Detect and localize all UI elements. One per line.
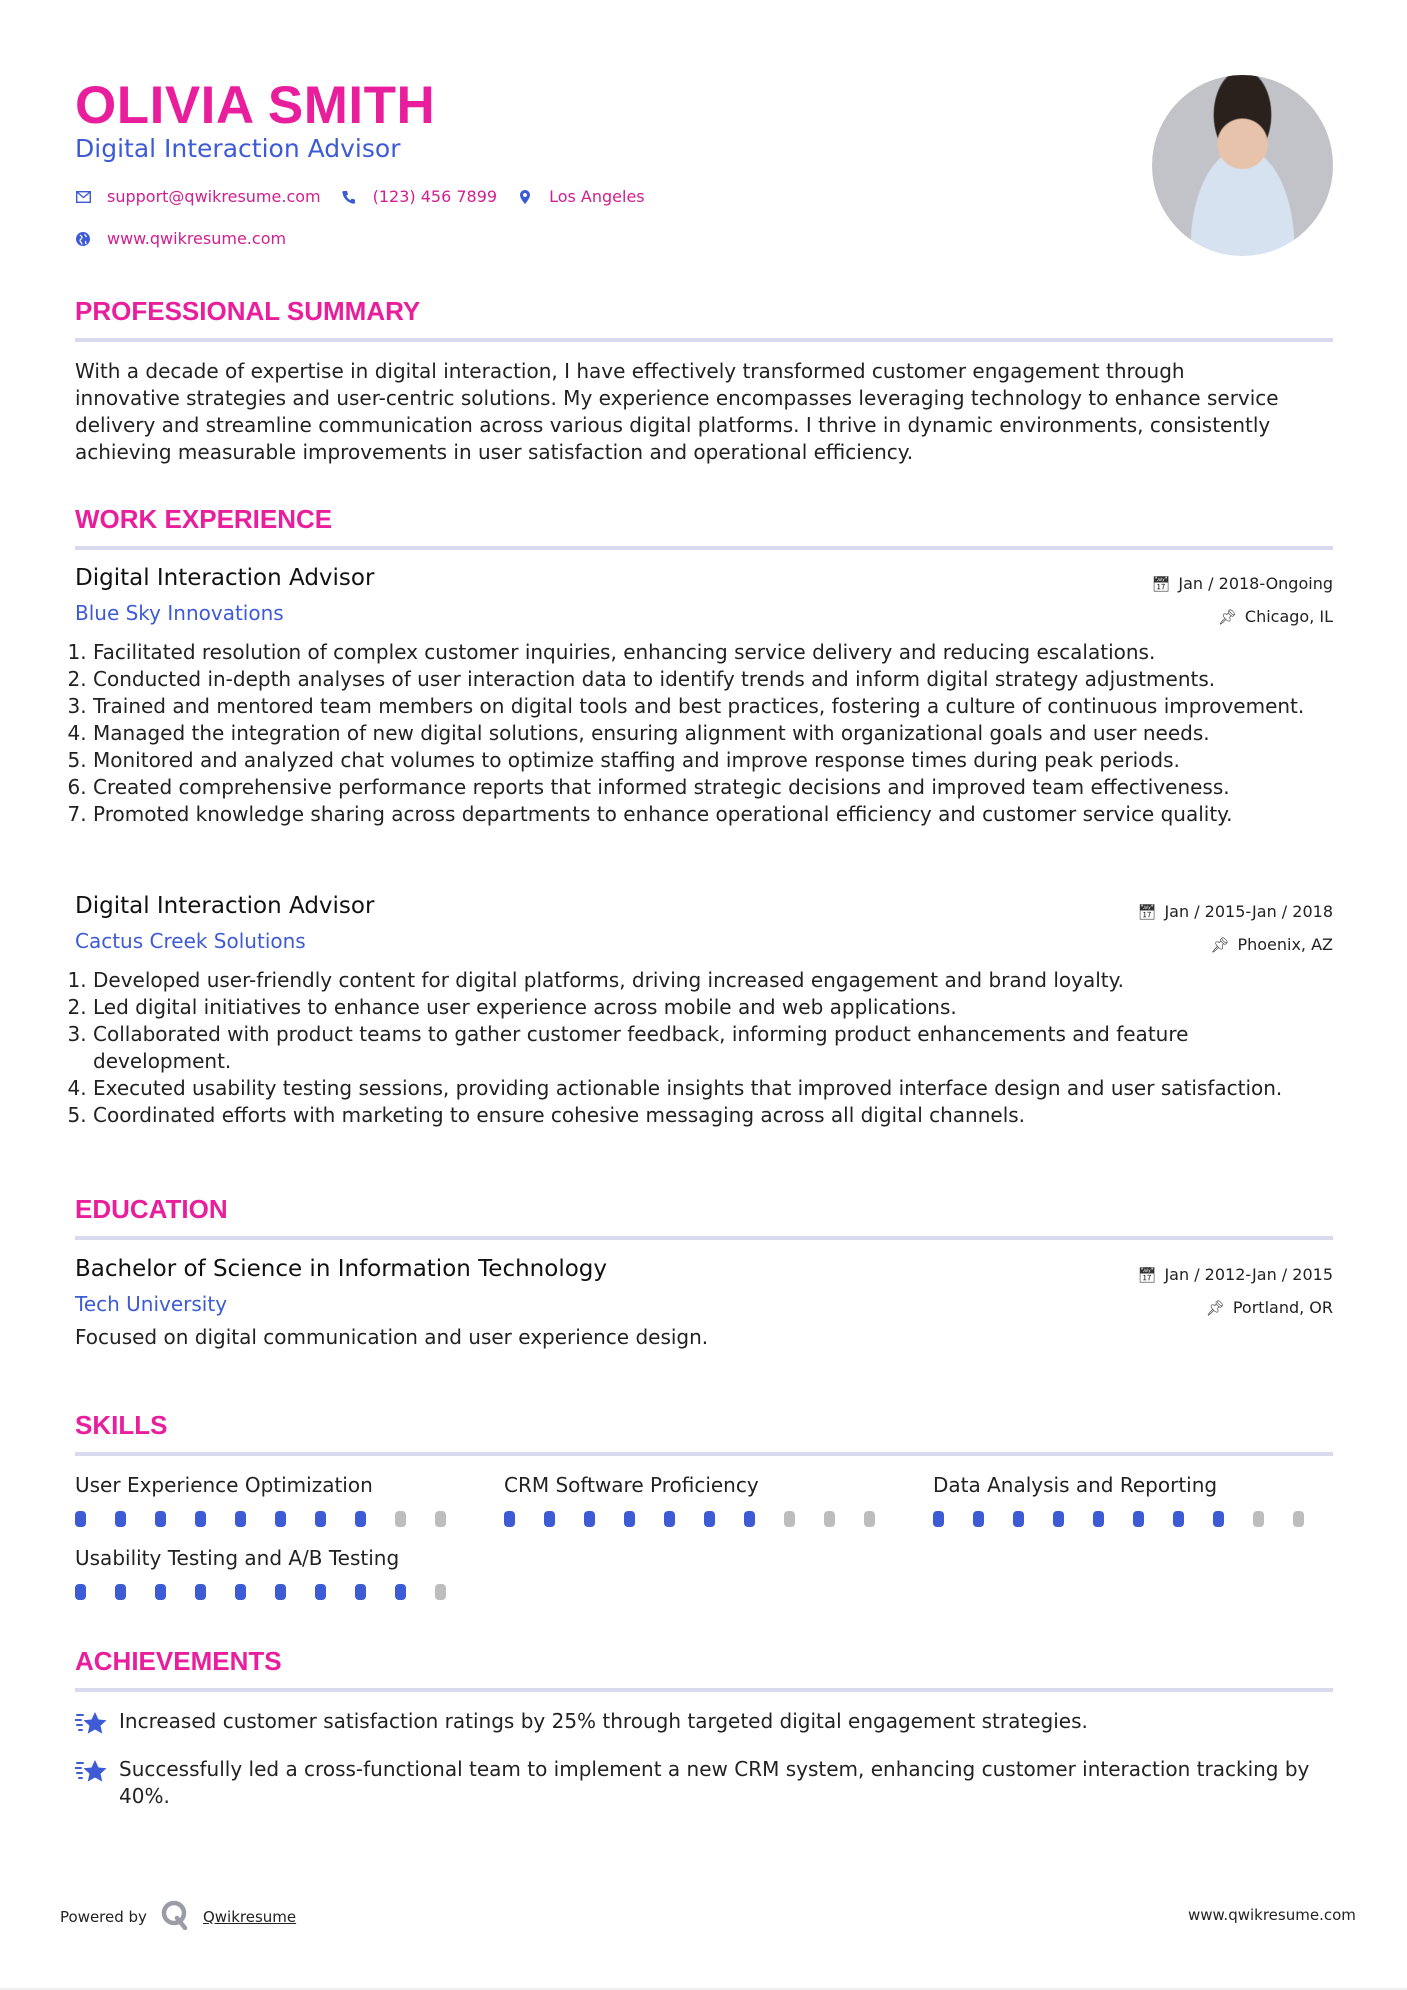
job-dates: 📅︎ Jan / 2018-Ongoing [1151, 573, 1333, 593]
rating-dot-filled [1093, 1511, 1104, 1527]
rating-dot-filled [195, 1511, 206, 1527]
rating-dot-filled [744, 1511, 755, 1527]
skill-rating [504, 1511, 904, 1527]
job-company: Cactus Creek Solutions [75, 929, 306, 953]
rating-dot-filled [75, 1511, 86, 1527]
rating-dot-filled [1213, 1511, 1224, 1527]
map-pin-icon [517, 189, 533, 205]
rating-dot-empty [864, 1511, 875, 1527]
phone-icon [341, 189, 357, 205]
phone-text[interactable]: (123) 456 7899 [372, 187, 498, 206]
bullet-item: 3. Trained and mentored team members on digital tools and best practices, fostering a culture of continuous improvement. [93, 693, 1333, 720]
bullet-item: 2. Conducted in-depth analyses of user interaction data to identify trends and inform digital strategy adjustments. [93, 666, 1333, 693]
pushpin-icon: 📌︎ [1217, 607, 1237, 626]
rating-dot-filled [544, 1511, 555, 1527]
footer-website[interactable]: www.qwikresume.com [1188, 1906, 1356, 1924]
section-heading: ACHIEVEMENTS [75, 1646, 282, 1676]
skill-rating [75, 1584, 475, 1600]
education-section [75, 1192, 1333, 1240]
achievement-text: Successfully led a cross-functional team to implement a new CRM system, enhancing customer interaction tracking by 40%. [119, 1757, 1310, 1808]
skill-name: User Experience Optimization [75, 1473, 373, 1497]
skill-name: Data Analysis and Reporting [933, 1473, 1218, 1497]
summary-text: With a decade of expertise in digital interaction, I have effectively transformed customer engagement through innovative strategies and user-centric solutions. My experience encompasses leveraging technology to enhance service delivery and streamline communication across various digital platforms. I thrive in dynamic environments, consistently achieving measurable improvements in user satisfaction and operational efficiency. [75, 359, 1279, 464]
bullet-item: 7. Promoted knowledge sharing across departments to enhance operational efficiency and customer service quality. [93, 801, 1333, 828]
qwikresume-logo-icon [161, 1900, 189, 1934]
skill-item [75, 1472, 475, 1527]
rating-dot-filled [315, 1511, 326, 1527]
candidate-name: OLIVIA SMITH [75, 76, 436, 135]
rating-dot-filled [1173, 1511, 1184, 1527]
email-text[interactable]: support@qwikresume.com [107, 187, 321, 206]
rating-dot-filled [155, 1584, 166, 1600]
job-bullets [75, 639, 1333, 828]
education-meta [1137, 1258, 1333, 1324]
job-meta [1151, 567, 1333, 633]
bullet-item: 1. Developed user-friendly content for digital platforms, driving increased engagement and brand loyalty. [93, 967, 1333, 994]
contact-location [517, 187, 645, 206]
bullet-item: 6. Created comprehensive performance reports that informed strategic decisions and improved team effectiveness. [93, 774, 1333, 801]
footer-powered-by [60, 1900, 296, 1934]
pushpin-icon: 📌︎ [1205, 1298, 1225, 1317]
section-divider [75, 546, 1333, 550]
bullet-item: 3. Collaborated with product teams to gather customer feedback, informing product enhancements and feature development. [93, 1021, 1333, 1075]
rating-dot-filled [195, 1584, 206, 1600]
rating-dot-filled [235, 1511, 246, 1527]
section-divider [75, 1236, 1333, 1240]
skill-item [504, 1472, 904, 1527]
candidate-title: Digital Interaction Advisor [75, 134, 401, 163]
bullet-item: 5. Coordinated efforts with marketing to ensure cohesive messaging across all digital channels. [93, 1102, 1333, 1129]
achievement-text: Increased customer satisfaction ratings by 25% through targeted digital engagement strategies. [119, 1709, 1088, 1733]
section-divider [75, 338, 1333, 342]
contact-email[interactable] [75, 187, 321, 206]
education-location: 📌︎ Portland, OR [1205, 1297, 1333, 1317]
skill-item [75, 1545, 475, 1600]
qwikresume-link[interactable]: Qwikresume [202, 1908, 297, 1926]
rating-dot-filled [624, 1511, 635, 1527]
calendar-icon: 📅︎ [1137, 1265, 1157, 1284]
achievement-item [75, 1708, 1333, 1743]
contact-phone[interactable] [341, 187, 497, 206]
skills-section [75, 1408, 1333, 1612]
rating-dot-filled [1133, 1511, 1144, 1527]
rating-dot-empty [395, 1511, 406, 1527]
job-entry [75, 891, 1333, 1129]
rating-dot-empty [435, 1584, 446, 1600]
bullet-item: 4. Managed the integration of new digital solutions, ensuring alignment with organizational goals and user needs. [93, 720, 1333, 747]
experience-section [75, 502, 1333, 550]
job-dates: 📅︎ Jan / 2015-Jan / 2018 [1137, 901, 1333, 921]
rating-dot-filled [1013, 1511, 1024, 1527]
section-heading: WORK EXPERIENCE [75, 504, 333, 534]
rating-dot-empty [1293, 1511, 1304, 1527]
job-title: Digital Interaction Advisor [75, 565, 375, 591]
rating-dot-filled [395, 1584, 406, 1600]
rating-dot-filled [275, 1511, 286, 1527]
rating-dot-filled [664, 1511, 675, 1527]
skill-name: Usability Testing and A/B Testing [75, 1546, 400, 1570]
pushpin-icon: 📌︎ [1210, 935, 1230, 954]
job-location: 📌︎ Phoenix, AZ [1210, 934, 1333, 954]
achievements-section [75, 1644, 1333, 1810]
job-location: 📌︎ Chicago, IL [1217, 606, 1333, 626]
skill-item [933, 1472, 1333, 1527]
job-company: Blue Sky Innovations [75, 601, 284, 625]
rating-dot-filled [75, 1584, 86, 1600]
section-divider [75, 1452, 1333, 1456]
rating-dot-filled [275, 1584, 286, 1600]
job-title: Digital Interaction Advisor [75, 893, 375, 919]
section-divider [75, 1688, 1333, 1692]
calendar-icon: 📅︎ [1137, 902, 1157, 921]
bullet-item: 4. Executed usability testing sessions, providing actionable insights that improved interface design and user satisfaction. [93, 1075, 1333, 1102]
star-icon [75, 1710, 109, 1743]
education-description: Focused on digital communication and user experience design. [75, 1325, 709, 1349]
rating-dot-filled [155, 1511, 166, 1527]
website-text[interactable]: www.qwikresume.com [107, 229, 287, 248]
rating-dot-filled [933, 1511, 944, 1527]
section-heading: EDUCATION [75, 1194, 228, 1224]
skill-rating [75, 1511, 475, 1527]
summary-section [75, 294, 1333, 466]
rating-dot-filled [504, 1511, 515, 1527]
bullet-item: 2. Led digital initiatives to enhance user experience across mobile and web applications. [93, 994, 1333, 1021]
rating-dot-filled [355, 1511, 366, 1527]
education-dates: 📅︎ Jan / 2012-Jan / 2015 [1137, 1264, 1333, 1284]
job-bullets [75, 967, 1333, 1129]
section-heading: SKILLS [75, 1410, 168, 1440]
star-icon [75, 1758, 109, 1810]
skills-grid [75, 1472, 1333, 1612]
contact-website[interactable] [75, 229, 286, 248]
rating-dot-empty [435, 1511, 446, 1527]
degree-title: Bachelor of Science in Information Technology [75, 1256, 607, 1282]
globe-icon [75, 231, 91, 247]
rating-dot-filled [315, 1584, 326, 1600]
rating-dot-filled [115, 1511, 126, 1527]
skill-rating [933, 1511, 1333, 1527]
section-heading: PROFESSIONAL SUMMARY [75, 296, 421, 326]
achievement-item [75, 1756, 1333, 1810]
bullet-item: 5. Monitored and analyzed chat volumes to optimize staffing and improve response times during peak periods. [93, 747, 1333, 774]
rating-dot-filled [235, 1584, 246, 1600]
rating-dot-filled [1053, 1511, 1064, 1527]
school-name: Tech University [75, 1292, 228, 1316]
skill-name: CRM Software Proficiency [504, 1473, 759, 1497]
contact-row-website [75, 229, 306, 248]
rating-dot-empty [1253, 1511, 1264, 1527]
profile-photo [1152, 75, 1333, 256]
contact-row [75, 187, 665, 206]
rating-dot-filled [115, 1584, 126, 1600]
location-text: Los Angeles [549, 187, 645, 206]
rating-dot-filled [704, 1511, 715, 1527]
job-entry [75, 563, 1333, 828]
powered-by-label: Powered by [60, 1908, 147, 1926]
rating-dot-filled [584, 1511, 595, 1527]
rating-dot-filled [973, 1511, 984, 1527]
calendar-icon: 📅︎ [1151, 574, 1171, 593]
job-meta [1137, 895, 1333, 961]
education-entry [75, 1254, 1333, 1351]
envelope-icon [75, 189, 91, 205]
rating-dot-filled [355, 1584, 366, 1600]
bullet-item: 1. Facilitated resolution of complex customer inquiries, enhancing service delivery and reducing escalations. [93, 639, 1333, 666]
rating-dot-empty [824, 1511, 835, 1527]
rating-dot-empty [784, 1511, 795, 1527]
